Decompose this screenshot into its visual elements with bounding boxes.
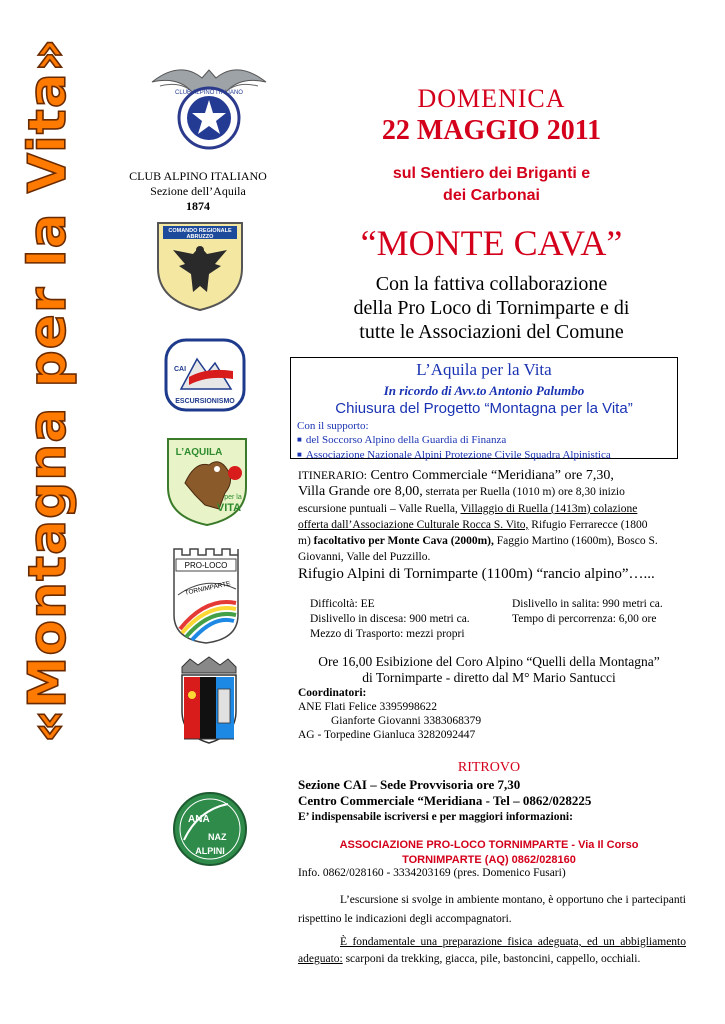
abruzzo-shield-text-bottom: ABRUZZO	[186, 234, 214, 240]
itinerary-text: Centro Commerciale “Meridiana” ore 7,30,	[367, 468, 614, 483]
ana-alpini-logo	[170, 790, 250, 868]
collab-line3: tutte le Associazioni del Comune	[359, 321, 624, 343]
cai-escursionismo-text-b: ESCURSIONISMO	[175, 398, 235, 405]
support-item	[297, 448, 611, 463]
meeting-line1: Sezione CAI – Sede Provvisoria ore 7,30	[298, 777, 521, 792]
association-line1: ASSOCIAZIONE PRO-LOCO TORNIMPARTE - Via Il Corso	[339, 839, 639, 851]
cai-logo-text: CLUB ALPINO ITALIANO	[175, 90, 243, 96]
proloco-tornimparte-logo	[170, 545, 242, 645]
note-paragraph-2	[298, 934, 686, 965]
choir-line1: Ore 16,00 Esibizione del Coro Alpino “Quelli della Montagna”	[318, 654, 660, 669]
choir-line2: di Tornimparte - diretto dal M° Mario Santucci	[362, 670, 616, 685]
transport: Mezzo di Trasporto: mezzi propri	[310, 628, 465, 640]
event-mountain: “MONTE CAVA”	[360, 223, 623, 263]
difficulty: Difficoltà: EE	[310, 598, 375, 610]
event-place-line2: dei Carbonai	[443, 187, 540, 204]
itinerary-text-bold: facoltativo per Monte Cava (2000m),	[313, 535, 494, 548]
support-item-2: Associazione Nazionale Alpini Protezione Civile Squadra Alpinistica	[305, 449, 611, 461]
bullet-icon: ■	[297, 450, 302, 459]
cai-name-block	[108, 169, 288, 214]
tornimparte-coat-of-arms	[178, 655, 240, 745]
note-paragraph-2-b: scarponi da trekking, giacca, pile, bastoncini, cappello, occhiali.	[342, 953, 641, 965]
support-item	[297, 433, 611, 448]
itinerary-text-underlined: offerta dall’Associazione Culturale Rocca S. Vito,	[298, 518, 529, 531]
itinerary-label: ITINERARIO:	[298, 470, 367, 482]
bullet-icon: ■	[297, 435, 302, 444]
choir-info	[290, 654, 688, 686]
note-paragraph-1: L’escursione si svolge in ambiente montano, è opportuno che i partecipanti rispettino le indicazioni degli accompagnatori.	[298, 894, 686, 925]
itinerary-text: Rifugio Ferrarecce (1800	[528, 518, 648, 531]
proloco-text-a: PRO-LOCO	[184, 561, 228, 570]
project-box-memory: In ricordo di Avv.to Antonio Palumbo	[383, 383, 585, 398]
cai-escursionismo-logo	[163, 337, 247, 413]
collab-line1: Con la fattiva collaborazione	[375, 273, 608, 295]
trip-info-left	[310, 597, 470, 642]
association-line2: TORNIMPARTE (AQ) 0862/028160	[402, 854, 576, 866]
duration: Tempo di percorrenza: 6,00 ore	[512, 613, 657, 625]
itinerary-text: sterrata per Ruella (1010 m) ore 8,30 inizio	[422, 486, 625, 499]
project-box	[290, 357, 678, 459]
itinerary-text: Rifugio Alpini di Tornimparte (1100m) “rancio alpino”…...	[298, 565, 655, 582]
collaboration-text	[320, 272, 663, 344]
event-place	[340, 163, 643, 207]
itinerary-text: m)	[298, 535, 314, 548]
collab-line2: della Pro Loco di Tornimparte e di	[353, 297, 630, 319]
event-date: 22 MAGGIO 2011	[381, 115, 602, 146]
itinerary-text: Villa Grande ore 8,00,	[298, 484, 423, 500]
ascent: Dislivello in salita: 990 metri ca.	[512, 598, 663, 610]
abruzzo-shield-logo	[155, 220, 245, 312]
project-box-support	[297, 419, 611, 463]
ana-text-a: ANA	[188, 814, 210, 825]
meeting-title: RITROVO	[457, 760, 521, 775]
meeting-line2: Centro Commerciale “Meridiana - Tel – 0862/028225	[298, 793, 592, 808]
ana-text-b: NAZ	[208, 832, 227, 842]
itinerary	[298, 468, 688, 583]
cai-year: 1874	[186, 199, 210, 213]
cai-escursionismo-text-a: CAI	[174, 366, 187, 373]
event-place-line1: sul Sentiero dei Briganti e	[392, 165, 591, 182]
coordinators-label: Coordinatori:	[298, 687, 367, 699]
itinerary-text: escursione puntuali – Valle Ruella,	[298, 502, 461, 515]
descent: Dislivello in discesa: 900 metri ca.	[310, 613, 470, 625]
cai-logo	[150, 52, 268, 156]
support-item-1: del Soccorso Alpino della Guardia di Finanza	[305, 434, 507, 446]
coordinators	[298, 686, 481, 742]
aquila-vita-text-b: per la	[224, 494, 242, 501]
trip-info-right	[512, 597, 663, 627]
vertical-title: «Montagna per la Vita»	[18, 37, 78, 743]
note-paragraph-2-a: È fondamentale una preparazione fisica adeguata, ed un abbigliamento adeguato:	[298, 936, 686, 965]
event-day: DOMENICA	[417, 84, 566, 113]
aquila-vita-text-c: VITA	[216, 502, 242, 514]
itinerary-text: Faggio Martino (1600m), Bosco S.	[493, 535, 658, 548]
itinerary-text-underlined: Villaggio di Ruella (1413m) colazione	[460, 502, 638, 515]
association-info: Info. 0862/028160 - 3334203169 (pres. Domenico Fusari)	[298, 867, 566, 879]
meeting-line3: E’ indispensabile iscriversi e per maggiori informazioni:	[298, 811, 573, 823]
abruzzo-shield-text-top: COMANDO REGIONALE	[168, 228, 232, 234]
association	[290, 838, 688, 868]
project-box-closure: Chiusura del Progetto “Montagna per la Vita”	[335, 400, 633, 417]
ana-text-c: ALPINI	[195, 846, 225, 856]
aquila-per-la-vita-logo	[165, 435, 249, 527]
cai-name: CLUB ALPINO ITALIANO	[129, 169, 267, 183]
coordinator-1: ANE Flati Felice 3395998622	[298, 701, 437, 713]
meeting-details	[298, 777, 591, 825]
itinerary-text: Giovanni, Valle del Puzzillo.	[298, 551, 431, 564]
coordinator-2: Gianforte Giovanni 3383068379	[331, 715, 482, 727]
project-box-title: L’Aquila per la Vita	[416, 360, 552, 379]
coordinator-3: AG - Torpedine Gianluca 3282092447	[298, 729, 476, 741]
proloco-text-b: TORNIMPARTE	[184, 580, 232, 597]
aquila-vita-text-a: L’AQUILA	[175, 447, 223, 458]
support-label: Con il supporto:	[297, 420, 369, 432]
cai-section: Sezione dell’Aquila	[150, 184, 246, 198]
